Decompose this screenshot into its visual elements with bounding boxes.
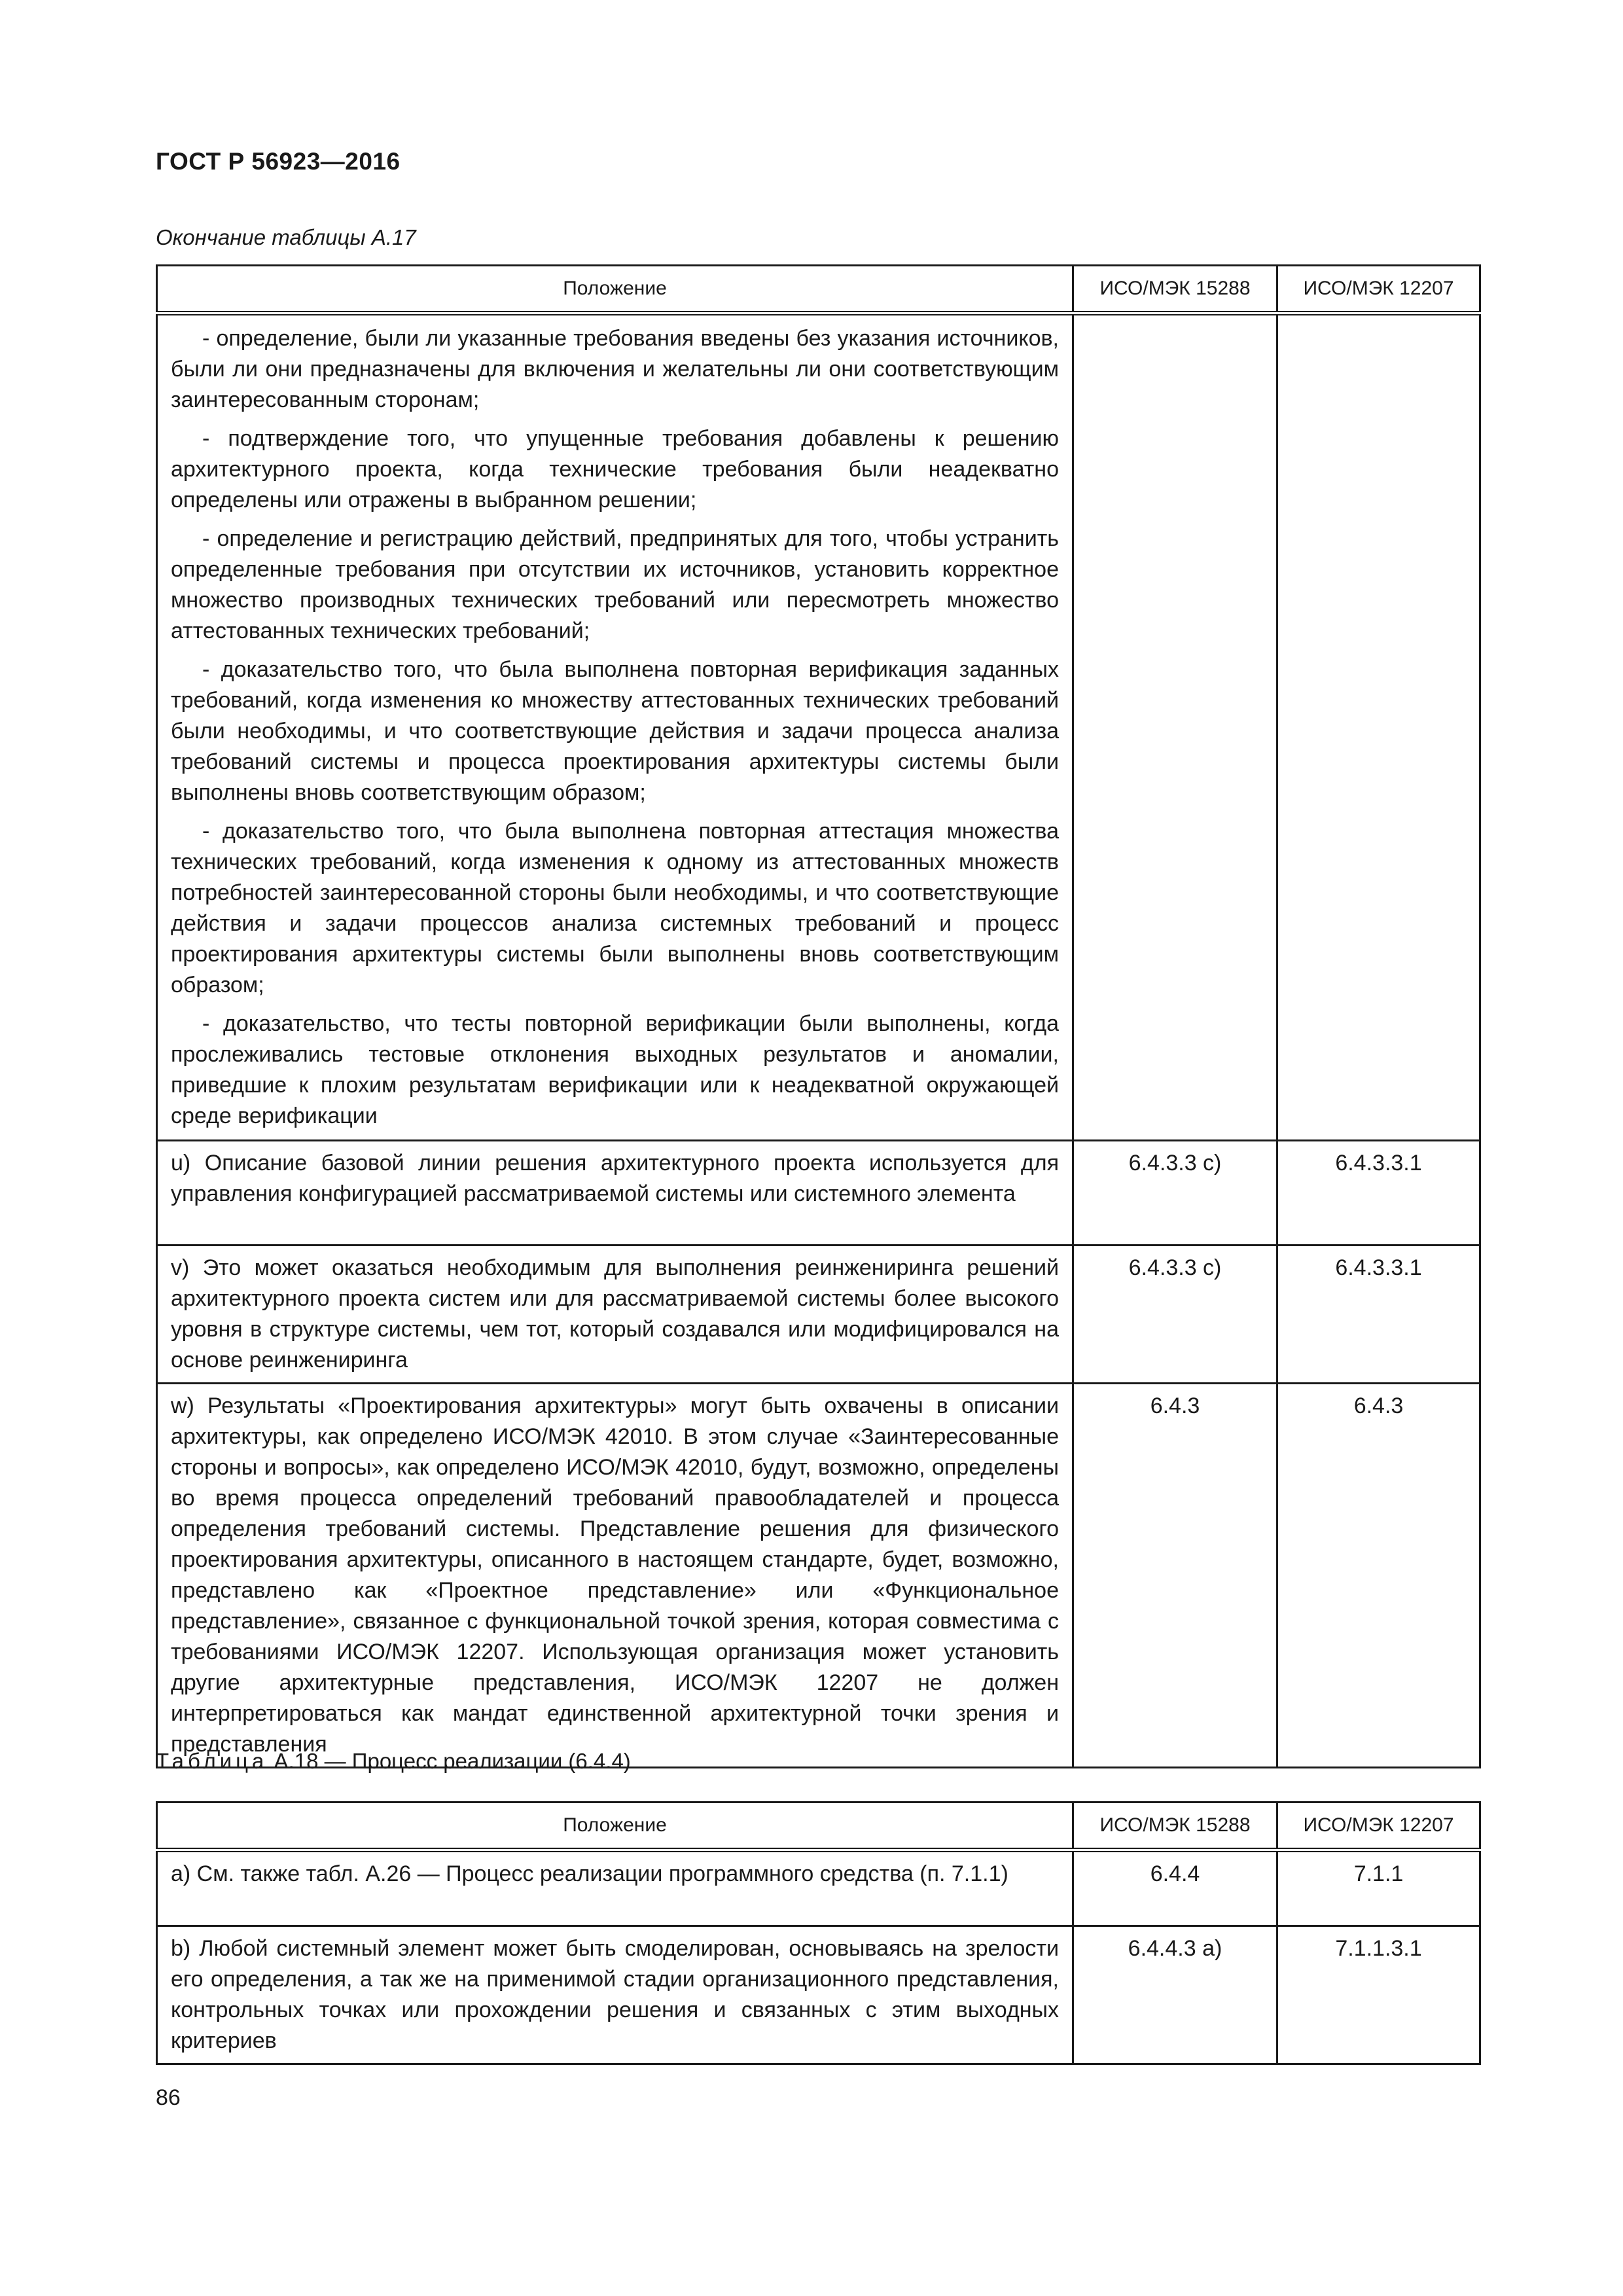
iso12207-cell: 7.1.1 <box>1277 1850 1480 1926</box>
list-item: - доказательство, что тесты повторной верификации были выполнены, когда прослеживались тестовые отклонения выходных результатов и аномалии, приведшие к плохим результатам верификации или к неадекватной окружающей среде верификации <box>171 1011 1059 1128</box>
iso12207-cell <box>1277 314 1480 1141</box>
list-item: - определение и регистрацию действий, предпринятых для того, чтобы устранить определенные требования при отсутствии их источников, установить корректное множество производных технических требований или пересмотреть множество аттестованных технических требований; <box>171 526 1059 643</box>
provision-cell: u) Описание базовой линии решения архитектурного проекта используется для управления конфигурацией рассматриваемой системы или системного элемента <box>157 1141 1073 1246</box>
table-a18 <box>156 1801 1481 2065</box>
table-a17 <box>156 264 1481 1768</box>
iso15288-cell: 6.4.3.3 с) <box>1073 1141 1277 1246</box>
table-row <box>157 1850 1480 1926</box>
column-header-iso15288: ИСО/МЭК 15288 <box>1073 1803 1277 1850</box>
list-item: - доказательство того, что была выполнена повторная аттестация множества технических требований, когда изменения к одному из аттестованных множеств потребностей заинтересованной стороны были необходимы, и что соответствующие действия и задачи процессов анализа системных требований и процесс проектирования архитектуры системы были выполнены вновь соответствующим образом; <box>171 819 1059 997</box>
iso15288-cell <box>1073 314 1277 1141</box>
table-a18-caption <box>156 1749 631 1774</box>
table-row <box>157 1141 1480 1246</box>
provision-cell <box>157 314 1073 1141</box>
iso12207-cell: 7.1.1.3.1 <box>1277 1926 1480 2064</box>
iso15288-cell: 6.4.4.3 а) <box>1073 1926 1277 2064</box>
table-row <box>157 1926 1480 2064</box>
list-item: - подтверждение того, что упущенные требования добавлены к решению архитектурного проекта, когда технические требования были неадекватно определены или отражены в выбранном решении; <box>171 426 1059 512</box>
table-header-row <box>157 1803 1480 1850</box>
list-item: - определение, были ли указанные требования введены без указания источников, были ли они предназначены для включения и желательны ли они соответствующим заинтересованным сторонам; <box>171 326 1059 412</box>
column-header-provision: Положение <box>157 266 1073 314</box>
column-header-iso15288: ИСО/МЭК 15288 <box>1073 266 1277 314</box>
list-item: - доказательство того, что была выполнена повторная верификация заданных требований, когда изменения ко множеству аттестованных технических требований были необходимы, и что соответствующие действия и задачи процесса анализа требований системы и процесса проектирования архитектуры системы были выполнены вновь соответствующим образом; <box>171 657 1059 805</box>
column-header-iso12207: ИСО/МЭК 12207 <box>1277 1803 1480 1850</box>
provision-cell: b) Любой системный элемент может быть смоделирован, основываясь на зрелости его определения, а так же на применимой стадии организационного представления, контрольных точках или прохождении решения и связанных с этим выходных критериев <box>157 1926 1073 2064</box>
document-code: ГОСТ Р 56923—2016 <box>156 148 401 175</box>
table-word: Таблица <box>156 1749 268 1773</box>
iso15288-cell: 6.4.3 <box>1073 1384 1277 1768</box>
column-header-iso12207: ИСО/МЭК 12207 <box>1277 266 1480 314</box>
table-row <box>157 1384 1480 1768</box>
table-header-row <box>157 266 1480 314</box>
table-row <box>157 314 1480 1141</box>
page-number: 86 <box>156 2085 181 2110</box>
table-row <box>157 1246 1480 1384</box>
provision-cell: w) Результаты «Проектирования архитектуры» могут быть охвачены в описании архитектуры, как определено ИСО/МЭК 42010. В этом случае «Заинтересованные стороны и вопросы», как определено ИСО/МЭК 42010, будут, возможно, определены во время процесса определений требований правообладателей и процесса определения требований системы. Представление решения для физического проектирования архитектуры, описанного в настоящем стандарте, будет, возможно, представлено как «Проектное представление» или «Функциональное представление», связанное с функциональной точкой зрения, которая совместима с требованиями ИСО/МЭК 12207. Использующая организация может установить другие архитектурные представления, ИСО/МЭК 12207 не должен интерпретироваться как мандат единственной архитектурной точки зрения и представления <box>157 1384 1073 1768</box>
provision-cell: a) См. также табл. А.26 — Процесс реализации программного средства (п. 7.1.1) <box>157 1850 1073 1926</box>
iso12207-cell: 6.4.3.3.1 <box>1277 1141 1480 1246</box>
iso15288-cell: 6.4.3.3 с) <box>1073 1246 1277 1384</box>
iso15288-cell: 6.4.4 <box>1073 1850 1277 1926</box>
table-a17-caption: Окончание таблицы А.17 <box>156 225 416 249</box>
iso12207-cell: 6.4.3.3.1 <box>1277 1246 1480 1384</box>
provision-cell: v) Это может оказаться необходимым для выполнения реинжениринга решений архитектурного проекта систем или для рассматриваемой системы более высокого уровня в структуре системы, чем тот, который создавался или модифицировался на основе реинжениринга <box>157 1246 1073 1384</box>
column-header-provision: Положение <box>157 1803 1073 1850</box>
table-a18-title: А.18 — Процесс реализации (6.4.4) <box>268 1749 631 1773</box>
iso12207-cell: 6.4.3 <box>1277 1384 1480 1768</box>
